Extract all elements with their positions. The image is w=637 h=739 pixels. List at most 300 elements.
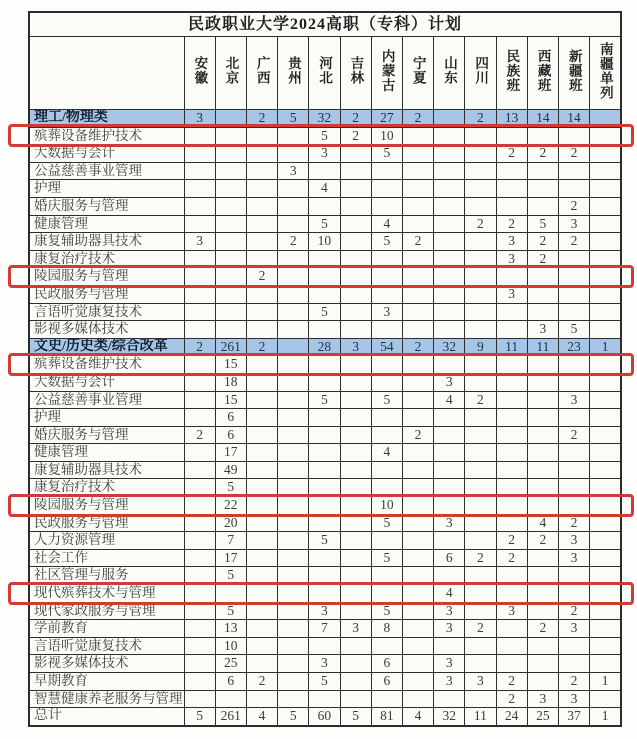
plan-cell	[402, 585, 433, 603]
plan-cell	[309, 250, 340, 268]
major-label: 康复治疗技术	[29, 250, 184, 268]
plan-cell	[465, 602, 496, 620]
plan-cell	[527, 391, 558, 409]
plan-cell	[465, 285, 496, 303]
plan-cell	[371, 250, 402, 268]
plan-cell	[496, 514, 527, 532]
plan-cell	[309, 197, 340, 215]
section-total-cell: 3	[184, 110, 215, 128]
plan-cell	[465, 321, 496, 339]
plan-cell	[402, 250, 433, 268]
major-label: 人力资源管理	[29, 532, 184, 550]
plan-cell	[340, 180, 371, 198]
plan-cell	[278, 197, 309, 215]
plan-cell: 3	[278, 162, 309, 180]
column-header-label: 河北	[317, 56, 333, 86]
plan-cell	[278, 602, 309, 620]
plan-cell: 5	[371, 602, 402, 620]
plan-cell	[465, 373, 496, 391]
plan-cell	[496, 180, 527, 198]
plan-cell	[184, 532, 215, 550]
section-total-cell: 1	[590, 338, 621, 356]
plan-cell	[465, 356, 496, 374]
plan-cell	[278, 461, 309, 479]
plan-cell	[246, 549, 277, 567]
plan-cell: 5	[215, 479, 246, 497]
major-label: 大数据与会计	[29, 373, 184, 391]
plan-cell	[434, 180, 465, 198]
column-header-6	[371, 37, 402, 110]
plan-cell	[309, 567, 340, 585]
plan-cell	[590, 127, 621, 145]
plan-cell	[402, 690, 433, 708]
plan-cell	[184, 673, 215, 691]
plan-cell: 4	[371, 215, 402, 233]
plan-cell	[215, 250, 246, 268]
plan-cell	[184, 514, 215, 532]
plan-cell: 3	[434, 620, 465, 638]
plan-cell	[434, 444, 465, 462]
plan-cell	[465, 497, 496, 515]
plan-cell: 3	[434, 514, 465, 532]
plan-cell	[590, 602, 621, 620]
section-total-cell	[590, 110, 621, 128]
section-total-cell: 2	[246, 110, 277, 128]
plan-cell: 15	[215, 356, 246, 374]
plan-cell: 3	[434, 655, 465, 673]
plan-cell	[340, 673, 371, 691]
plan-cell: 5	[309, 127, 340, 145]
plan-cell	[402, 514, 433, 532]
plan-cell: 13	[215, 620, 246, 638]
plan-cell	[340, 637, 371, 655]
column-header-label: 宁夏	[410, 56, 426, 86]
major-row	[29, 479, 621, 497]
major-label: 殡葬设备维护技术	[29, 356, 184, 374]
plan-cell	[558, 127, 589, 145]
plan-cell	[278, 285, 309, 303]
major-label: 智慧健康养老服务与管理	[29, 690, 184, 708]
plan-cell	[340, 532, 371, 550]
plan-cell	[278, 514, 309, 532]
column-header-3	[278, 37, 309, 110]
plan-cell	[184, 690, 215, 708]
plan-cell	[371, 426, 402, 444]
plan-cell	[278, 373, 309, 391]
plan-cell	[590, 321, 621, 339]
plan-cell	[246, 321, 277, 339]
plan-cell	[590, 620, 621, 638]
plan-cell	[278, 637, 309, 655]
major-label: 社会工作	[29, 549, 184, 567]
plan-cell: 2	[558, 197, 589, 215]
major-label: 言语听觉康复技术	[29, 303, 184, 321]
grand-total-cell: 4	[402, 708, 433, 726]
plan-cell	[558, 162, 589, 180]
plan-cell: 3	[558, 620, 589, 638]
plan-cell	[246, 426, 277, 444]
plan-cell	[371, 180, 402, 198]
plan-cell: 6	[434, 549, 465, 567]
major-label: 护理	[29, 409, 184, 427]
plan-cell: 2	[527, 233, 558, 251]
plan-cell	[246, 303, 277, 321]
plan-cell	[496, 444, 527, 462]
plan-cell	[215, 585, 246, 603]
plan-cell	[309, 690, 340, 708]
plan-cell: 6	[371, 673, 402, 691]
plan-cell	[215, 303, 246, 321]
plan-cell	[340, 268, 371, 286]
section-total-cell: 32	[434, 338, 465, 356]
plan-cell: 2	[496, 673, 527, 691]
plan-cell	[496, 620, 527, 638]
grand-total-cell: 1	[590, 708, 621, 726]
plan-cell: 2	[402, 233, 433, 251]
plan-cell	[246, 620, 277, 638]
plan-cell	[246, 356, 277, 374]
column-header-8	[434, 37, 465, 110]
plan-cell: 10	[215, 637, 246, 655]
plan-cell	[278, 321, 309, 339]
plan-cell	[527, 180, 558, 198]
plan-cell: 8	[371, 620, 402, 638]
column-header-label: 南疆单列	[597, 41, 613, 100]
plan-cell: 2	[527, 620, 558, 638]
plan-cell	[434, 690, 465, 708]
plan-cell	[590, 567, 621, 585]
plan-cell	[465, 690, 496, 708]
plan-cell	[278, 356, 309, 374]
plan-cell	[434, 268, 465, 286]
plan-cell	[278, 250, 309, 268]
plan-cell: 5	[371, 549, 402, 567]
section-header-row	[29, 338, 621, 356]
plan-cell	[402, 215, 433, 233]
major-row	[29, 620, 621, 638]
section-total-cell: 13	[496, 110, 527, 128]
plan-cell	[340, 690, 371, 708]
plan-cell	[215, 197, 246, 215]
plan-cell	[184, 197, 215, 215]
plan-cell: 2	[558, 514, 589, 532]
major-row	[29, 250, 621, 268]
plan-cell	[246, 602, 277, 620]
plan-cell	[402, 549, 433, 567]
plan-cell	[402, 532, 433, 550]
table-title: 民政职业大学2024高职（专科）计划	[29, 12, 621, 37]
plan-cell	[527, 303, 558, 321]
plan-cell: 3	[309, 145, 340, 163]
column-header-label: 北京	[223, 56, 239, 86]
plan-cell	[496, 497, 527, 515]
plan-cell: 2	[402, 426, 433, 444]
major-label: 殡葬设备维护技术	[29, 127, 184, 145]
plan-cell: 3	[340, 620, 371, 638]
plan-cell	[496, 479, 527, 497]
plan-cell	[434, 426, 465, 444]
plan-cell	[434, 233, 465, 251]
section-total-cell: 2	[402, 338, 433, 356]
plan-cell	[434, 497, 465, 515]
plan-cell: 3	[527, 690, 558, 708]
plan-cell	[184, 373, 215, 391]
plan-cell	[278, 444, 309, 462]
plan-cell	[590, 197, 621, 215]
plan-cell	[278, 180, 309, 198]
plan-cell	[496, 567, 527, 585]
plan-cell	[465, 409, 496, 427]
major-row	[29, 585, 621, 603]
plan-cell	[278, 409, 309, 427]
major-label: 民政服务与管理	[29, 514, 184, 532]
plan-cell: 15	[215, 391, 246, 409]
corner-cell	[29, 37, 184, 110]
plan-cell	[465, 145, 496, 163]
plan-cell: 2	[558, 602, 589, 620]
plan-cell	[527, 356, 558, 374]
plan-cell	[434, 409, 465, 427]
plan-cell	[278, 532, 309, 550]
plan-cell	[340, 197, 371, 215]
plan-cell	[590, 233, 621, 251]
plan-cell	[340, 250, 371, 268]
plan-cell	[184, 285, 215, 303]
title-row	[29, 12, 621, 37]
plan-cell: 5	[371, 391, 402, 409]
column-header-13	[590, 37, 621, 110]
plan-cell: 25	[215, 655, 246, 673]
plan-cell	[434, 532, 465, 550]
plan-cell	[215, 268, 246, 286]
column-header-5	[340, 37, 371, 110]
major-label: 健康管理	[29, 444, 184, 462]
section-total-cell: 3	[340, 338, 371, 356]
plan-cell	[558, 356, 589, 374]
section-total-cell: 27	[371, 110, 402, 128]
section-total-cell: 2	[246, 338, 277, 356]
plan-cell: 2	[496, 690, 527, 708]
plan-cell	[496, 162, 527, 180]
major-label: 陵园服务与管理	[29, 497, 184, 515]
plan-cell	[184, 497, 215, 515]
major-row	[29, 197, 621, 215]
plan-cell	[278, 268, 309, 286]
plan-cell	[246, 497, 277, 515]
plan-cell	[246, 180, 277, 198]
plan-cell	[278, 497, 309, 515]
plan-cell	[309, 285, 340, 303]
plan-cell: 3	[496, 602, 527, 620]
section-total-cell: 2	[465, 110, 496, 128]
plan-cell	[309, 321, 340, 339]
plan-cell	[402, 444, 433, 462]
section-total-cell	[434, 110, 465, 128]
plan-cell	[590, 514, 621, 532]
plan-cell	[434, 145, 465, 163]
major-row	[29, 655, 621, 673]
plan-cell: 3	[371, 303, 402, 321]
plan-cell	[434, 162, 465, 180]
plan-cell	[340, 444, 371, 462]
plan-cell	[558, 250, 589, 268]
plan-cell	[184, 180, 215, 198]
major-label: 学前教育	[29, 620, 184, 638]
plan-cell	[184, 461, 215, 479]
plan-cell	[184, 409, 215, 427]
plan-cell	[215, 690, 246, 708]
plan-cell: 2	[558, 145, 589, 163]
section-total-cell	[215, 110, 246, 128]
plan-cell: 2	[246, 268, 277, 286]
plan-cell	[527, 426, 558, 444]
major-label: 婚庆服务与管理	[29, 426, 184, 444]
section-total-cell: 2	[340, 110, 371, 128]
plan-cell: 4	[309, 180, 340, 198]
plan-cell	[278, 127, 309, 145]
plan-cell: 5	[309, 532, 340, 550]
plan-cell	[278, 479, 309, 497]
plan-cell	[402, 180, 433, 198]
section-total-cell: 54	[371, 338, 402, 356]
plan-cell	[340, 215, 371, 233]
plan-cell	[184, 602, 215, 620]
column-header-10	[496, 37, 527, 110]
plan-cell	[340, 373, 371, 391]
plan-cell	[402, 673, 433, 691]
plan-cell	[590, 637, 621, 655]
major-row	[29, 145, 621, 163]
plan-cell: 2	[278, 233, 309, 251]
column-header-label: 四川	[473, 56, 489, 86]
section-total-cell: 14	[527, 110, 558, 128]
plan-cell	[527, 285, 558, 303]
plan-cell: 2	[465, 549, 496, 567]
plan-cell: 6	[371, 655, 402, 673]
plan-cell	[434, 637, 465, 655]
major-row	[29, 356, 621, 374]
plan-cell	[371, 356, 402, 374]
plan-cell	[371, 532, 402, 550]
column-header-label: 内蒙古	[379, 48, 395, 93]
plan-cell	[246, 479, 277, 497]
column-header-label: 西藏班	[535, 48, 551, 93]
major-label: 早期教育	[29, 673, 184, 691]
plan-cell	[402, 145, 433, 163]
plan-cell	[465, 426, 496, 444]
plan-cell	[246, 373, 277, 391]
major-row	[29, 549, 621, 567]
plan-cell	[402, 461, 433, 479]
plan-cell	[340, 145, 371, 163]
plan-cell	[309, 356, 340, 374]
plan-cell	[496, 127, 527, 145]
major-row	[29, 303, 621, 321]
plan-cell	[465, 268, 496, 286]
plan-cell	[184, 391, 215, 409]
plan-cell	[309, 637, 340, 655]
plan-cell	[278, 549, 309, 567]
major-row	[29, 673, 621, 691]
major-row	[29, 637, 621, 655]
plan-cell	[465, 233, 496, 251]
plan-cell: 17	[215, 444, 246, 462]
plan-cell	[496, 268, 527, 286]
major-row	[29, 602, 621, 620]
plan-cell	[371, 479, 402, 497]
plan-cell	[246, 285, 277, 303]
plan-cell	[496, 373, 527, 391]
plan-cell	[527, 409, 558, 427]
plan-cell	[465, 127, 496, 145]
plan-cell	[496, 585, 527, 603]
grand-total-cell: 5	[278, 708, 309, 726]
plan-cell	[434, 321, 465, 339]
plan-cell: 3	[558, 391, 589, 409]
plan-cell	[527, 549, 558, 567]
major-label: 大数据与会计	[29, 145, 184, 163]
grand-total-cell: 4	[246, 708, 277, 726]
plan-cell	[558, 497, 589, 515]
plan-cell	[246, 250, 277, 268]
plan-cell: 2	[465, 215, 496, 233]
plan-cell	[465, 532, 496, 550]
plan-cell	[184, 637, 215, 655]
plan-cell	[496, 303, 527, 321]
plan-cell	[278, 426, 309, 444]
plan-cell	[527, 655, 558, 673]
plan-cell	[340, 497, 371, 515]
plan-cell	[278, 145, 309, 163]
plan-cell	[309, 409, 340, 427]
plan-cell	[558, 479, 589, 497]
plan-cell	[246, 409, 277, 427]
plan-cell	[215, 285, 246, 303]
plan-cell	[215, 321, 246, 339]
plan-cell	[278, 690, 309, 708]
plan-cell: 1	[590, 673, 621, 691]
plan-cell	[184, 303, 215, 321]
plan-cell	[309, 479, 340, 497]
plan-cell	[402, 373, 433, 391]
grand-total-cell: 5	[184, 708, 215, 726]
plan-cell	[434, 461, 465, 479]
plan-cell	[590, 461, 621, 479]
plan-cell	[590, 479, 621, 497]
section-header-row	[29, 110, 621, 128]
plan-cell	[434, 127, 465, 145]
plan-cell	[465, 162, 496, 180]
plan-cell	[496, 356, 527, 374]
plan-cell	[278, 620, 309, 638]
plan-cell	[590, 497, 621, 515]
plan-cell	[527, 602, 558, 620]
plan-cell	[371, 268, 402, 286]
plan-cell	[184, 549, 215, 567]
plan-cell	[340, 409, 371, 427]
plan-cell	[465, 637, 496, 655]
plan-cell: 2	[465, 620, 496, 638]
column-header-label: 安徽	[192, 56, 208, 86]
plan-cell	[402, 162, 433, 180]
plan-cell	[590, 180, 621, 198]
major-row	[29, 497, 621, 515]
plan-cell	[590, 444, 621, 462]
plan-cell: 49	[215, 461, 246, 479]
grand-total-cell: 261	[215, 708, 246, 726]
column-header-row	[29, 37, 621, 110]
plan-cell: 3	[309, 602, 340, 620]
